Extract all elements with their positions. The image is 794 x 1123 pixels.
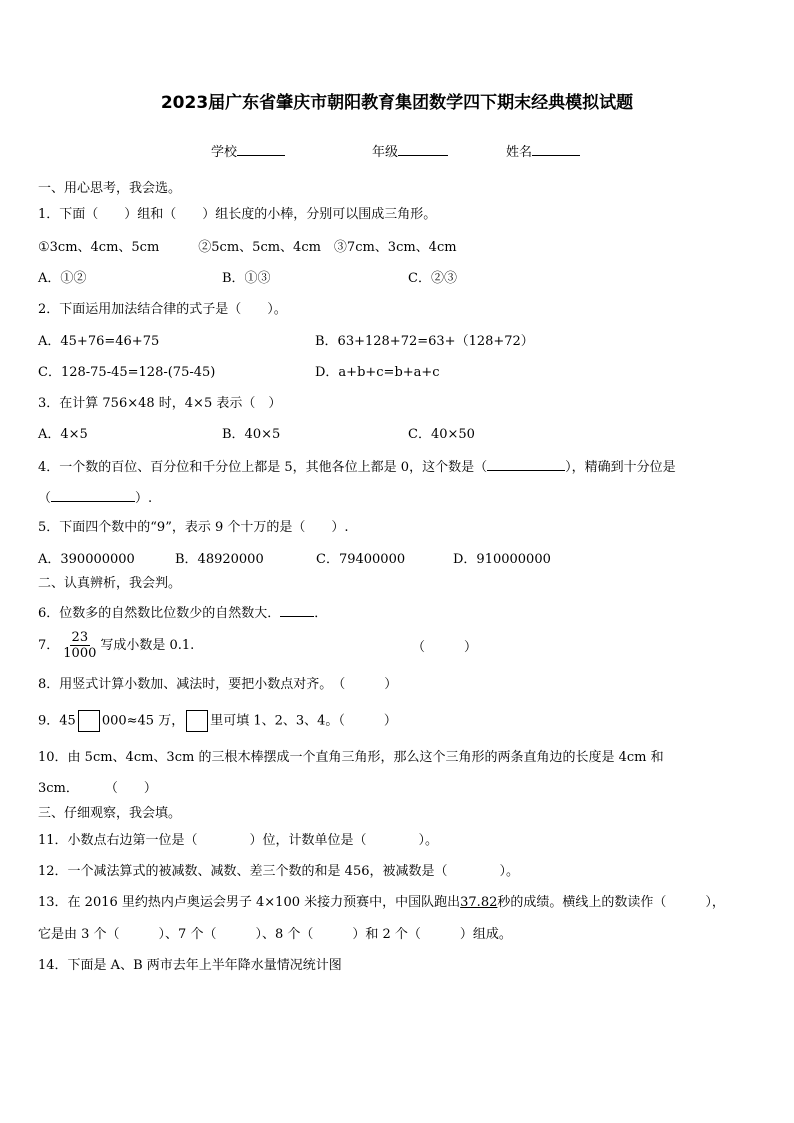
section-heading-2: 二、认真辨析，我会判。 bbox=[38, 576, 182, 591]
underlined-number: 37.82 bbox=[460, 895, 498, 910]
q8-answer-paren[interactable]: （ ） bbox=[338, 677, 398, 692]
question-13-cont: 它是由 3 个（ ）、7 个（ ）、8 个（ ）和 2 个（ ）组成。 bbox=[38, 927, 512, 942]
question-12: 12．一个减法算式的被减数、减数、差三个数的和是 456，被减数是（ ）。 bbox=[38, 864, 519, 879]
q1-option-c[interactable]: C．②③ bbox=[408, 271, 457, 286]
question-3: 3．在计算 756×48 时，4×5 表示（ ） bbox=[38, 396, 282, 411]
q3-option-c[interactable]: C．40×50 bbox=[408, 427, 475, 442]
page-title: 2023届广东省肇庆市朝阳教育集团数学四下期末经典模拟试题 bbox=[160, 93, 634, 113]
question-2: 2．下面运用加法结合律的式子是（ ）。 bbox=[38, 302, 287, 317]
school-field[interactable]: 学校 bbox=[211, 141, 285, 160]
q10-answer-paren[interactable]: （ ） bbox=[111, 781, 157, 796]
q5-option-a[interactable]: A．390000000 bbox=[38, 552, 135, 567]
q9-digit-box-1[interactable] bbox=[78, 710, 100, 732]
q4-answer-blank-1[interactable] bbox=[487, 458, 565, 471]
q2-option-a[interactable]: A．45+76=46+75 bbox=[38, 334, 160, 349]
question-14: 14．下面是 A、B 两市去年上半年降水量情况统计图 bbox=[38, 958, 342, 973]
fraction: $\frac{23}{1000}$ bbox=[63, 630, 97, 661]
q7-answer-paren[interactable]: （ ） bbox=[412, 640, 478, 655]
q3-option-b[interactable]: B．40×5 bbox=[222, 427, 281, 442]
question-9: 9．45 000≈45 万， 里可填 1、2、3、4。（ ） bbox=[38, 710, 397, 732]
question-8: 8．用竖式计算小数加、减法时，要把小数点对齐。 （ ） bbox=[38, 677, 398, 692]
question-4: 4．一个数的百位、百分位和千分位上都是 5，其他各位上都是 0，这个数是（ ），精确到十分位是 bbox=[38, 460, 676, 475]
q5-option-b[interactable]: B．48920000 bbox=[175, 552, 264, 567]
question-1-items: ①3cm、4cm、5cm ②5cm、5cm、4cm ③7cm、3cm、4cm bbox=[38, 240, 457, 255]
question-4-cont: （ ）. bbox=[38, 491, 153, 506]
question-11: 11．小数点右边第一位是（ ）位，计数单位是（ ）。 bbox=[38, 833, 439, 848]
question-5: 5．下面四个数中的“9”，表示 9 个十万的是（ ）. bbox=[38, 520, 349, 535]
q9-digit-box-2 bbox=[186, 710, 208, 732]
q6-answer-blank[interactable] bbox=[280, 604, 314, 617]
q2-option-c[interactable]: C．128-75-45=128-(75-45) bbox=[38, 365, 216, 380]
q1-option-b[interactable]: B．①③ bbox=[222, 271, 271, 286]
q1-option-a[interactable]: A．①② bbox=[38, 271, 87, 286]
q3-option-a[interactable]: A．4×5 bbox=[38, 427, 88, 442]
q5-option-d[interactable]: D．910000000 bbox=[453, 552, 551, 567]
question-6: 6．位数多的自然数比位数少的自然数大． ． bbox=[38, 606, 328, 621]
q2-option-d[interactable]: D．a+b+c=b+a+c bbox=[315, 365, 440, 380]
name-field[interactable]: 姓名 bbox=[506, 141, 580, 160]
question-13: 13．在 2016 里约热内卢奥运会男子 4×100 米接力预赛中，中国队跑出37.82秒的成绩。横线上的数读作（ ）， bbox=[38, 895, 725, 910]
q5-option-c[interactable]: C．79400000 bbox=[316, 552, 406, 567]
section-heading-1: 一、用心思考，我会选。 bbox=[38, 181, 182, 196]
section-heading-3: 三、仔细观察，我会填。 bbox=[38, 806, 182, 821]
q2-option-b[interactable]: B．63+128+72=63+（128+72） bbox=[315, 334, 534, 349]
question-1: 1．下面（ ）组和（ ）组长度的小棒，分别可以围成三角形。 bbox=[38, 207, 437, 222]
question-10-cont: 3cm． （ ） bbox=[38, 781, 157, 796]
question-10: 10．由 5cm、4cm、3cm 的三根木棒摆成一个直角三角形，那么这个三角形的两条直角边的长度是 4cm 和 bbox=[38, 750, 664, 765]
question-7: 7． $\frac{23}{1000}$ 写成小数是 0.1. bbox=[38, 630, 195, 661]
q4-answer-blank-2[interactable] bbox=[51, 489, 135, 502]
grade-field[interactable]: 年级 bbox=[372, 141, 448, 160]
